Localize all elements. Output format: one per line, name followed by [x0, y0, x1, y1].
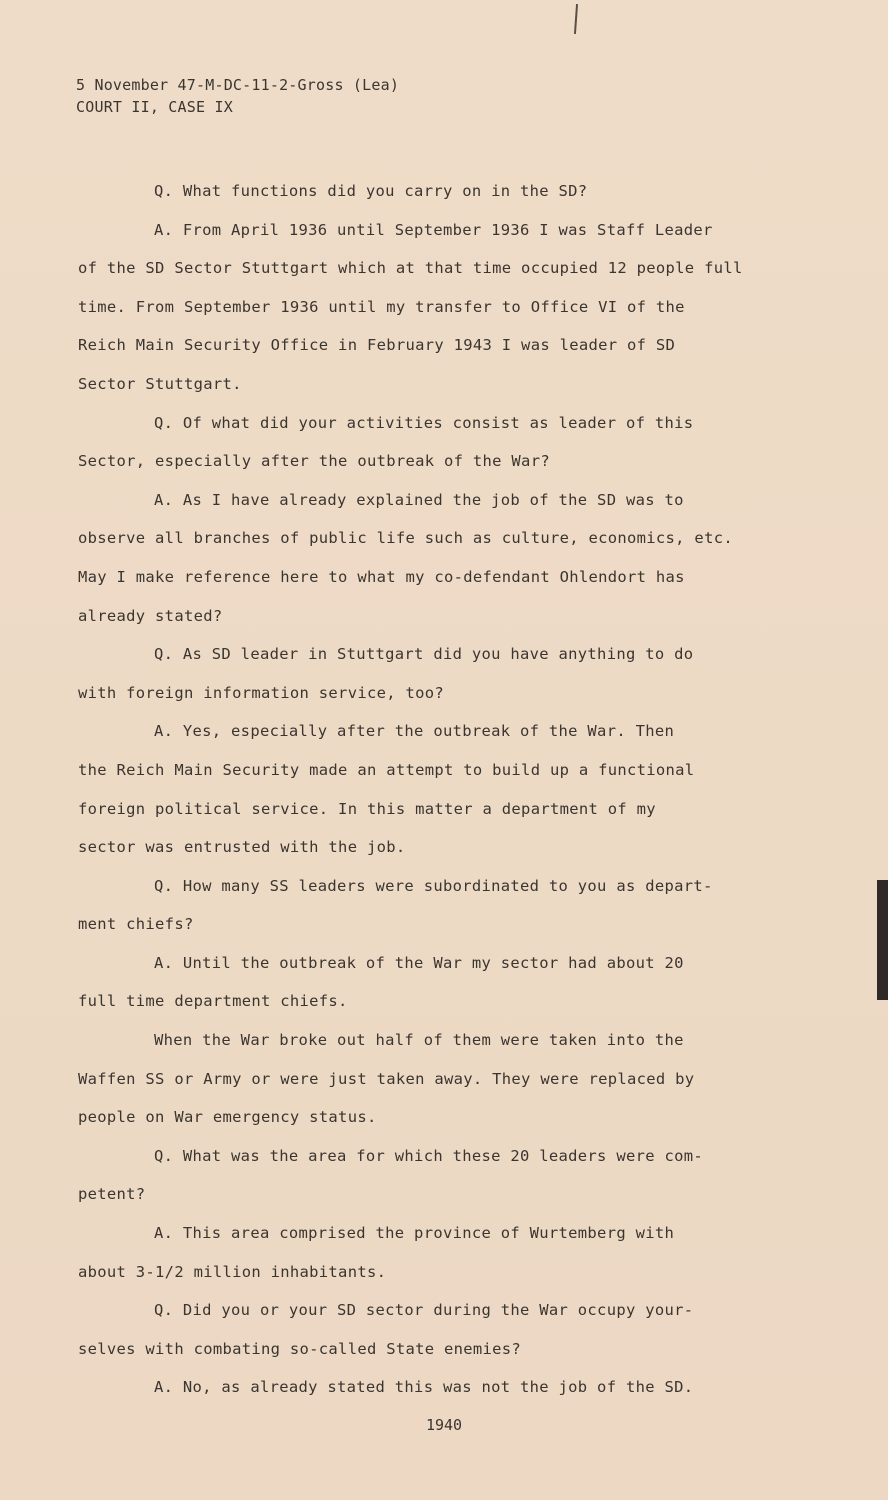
transcript-line: ment chiefs? [78, 915, 194, 934]
transcript-line: A. No, as already stated this was not the job of the SD. [154, 1378, 694, 1397]
transcript-line: Reich Main Security Office in February 1943 I was leader of SD [78, 336, 676, 355]
transcript-line: A. Until the outbreak of the War my sector had about 20 [154, 953, 684, 972]
edge-tab-mark [877, 880, 888, 1000]
transcript-line: the Reich Main Security made an attempt to build up a functional [78, 760, 695, 779]
stray-pen-mark [574, 4, 578, 34]
transcript-line: A. From April 1936 until September 1936 I was Staff Leader [154, 220, 713, 239]
transcript-line: Q. Did you or your SD sector during the War occupy your- [154, 1301, 694, 1320]
transcript-line: May I make reference here to what my co-defendant Ohlendort has [78, 567, 685, 586]
transcript-line: people on War emergency status. [78, 1108, 377, 1127]
transcript-line: A. Yes, especially after the outbreak of the War. Then [154, 722, 675, 741]
transcript-line: already stated? [78, 606, 223, 625]
transcript-line: When the War broke out half of them were taken into the [154, 1031, 684, 1050]
transcript-line: sector was entrusted with the job. [78, 838, 406, 857]
transcript-line: Q. As SD leader in Stuttgart did you have anything to do [154, 645, 694, 664]
transcript-line: foreign political service. In this matter a department of my [78, 799, 656, 818]
transcript-line: Sector, especially after the outbreak of the War? [78, 452, 550, 471]
transcript-line: observe all branches of public life such as culture, economics, etc. [78, 529, 733, 548]
page-number: 1940 [425, 1416, 463, 1434]
transcript-line: of the SD Sector Stuttgart which at that time occupied 12 people full [78, 259, 743, 278]
transcript-body [78, 172, 758, 1407]
transcript-line: A. This area comprised the province of Wurtemberg with [154, 1224, 675, 1243]
header-line-date-case: 5 November 47-M-DC-11-2-Gross (Lea) [76, 76, 400, 94]
transcript-line: time. From September 1936 until my transfer to Office VI of the [78, 297, 685, 316]
header-line-court: COURT II, CASE IX [76, 98, 233, 116]
transcript-line: about 3-1/2 million inhabitants. [78, 1262, 387, 1281]
transcript-line: with foreign information service, too? [78, 683, 445, 702]
transcript-line: Sector Stuttgart. [78, 374, 242, 393]
document-header [76, 74, 399, 118]
transcript-line: Q. How many SS leaders were subordinated to you as depart- [154, 876, 713, 895]
transcript-line: Waffen SS or Army or were just taken away. They were replaced by [78, 1069, 695, 1088]
transcript-line: petent? [78, 1185, 146, 1204]
transcript-line: selves with combating so-called State enemies? [78, 1339, 522, 1358]
transcript-line: Q. What was the area for which these 20 leaders were com- [154, 1146, 704, 1165]
transcript-line: Q. What functions did you carry on in the SD? [154, 182, 588, 200]
transcript-line: A. As I have already explained the job of the SD was to [154, 490, 684, 509]
transcript-line: full time department chiefs. [78, 992, 348, 1011]
transcript-line: Q. Of what did your activities consist as leader of this [154, 413, 694, 432]
